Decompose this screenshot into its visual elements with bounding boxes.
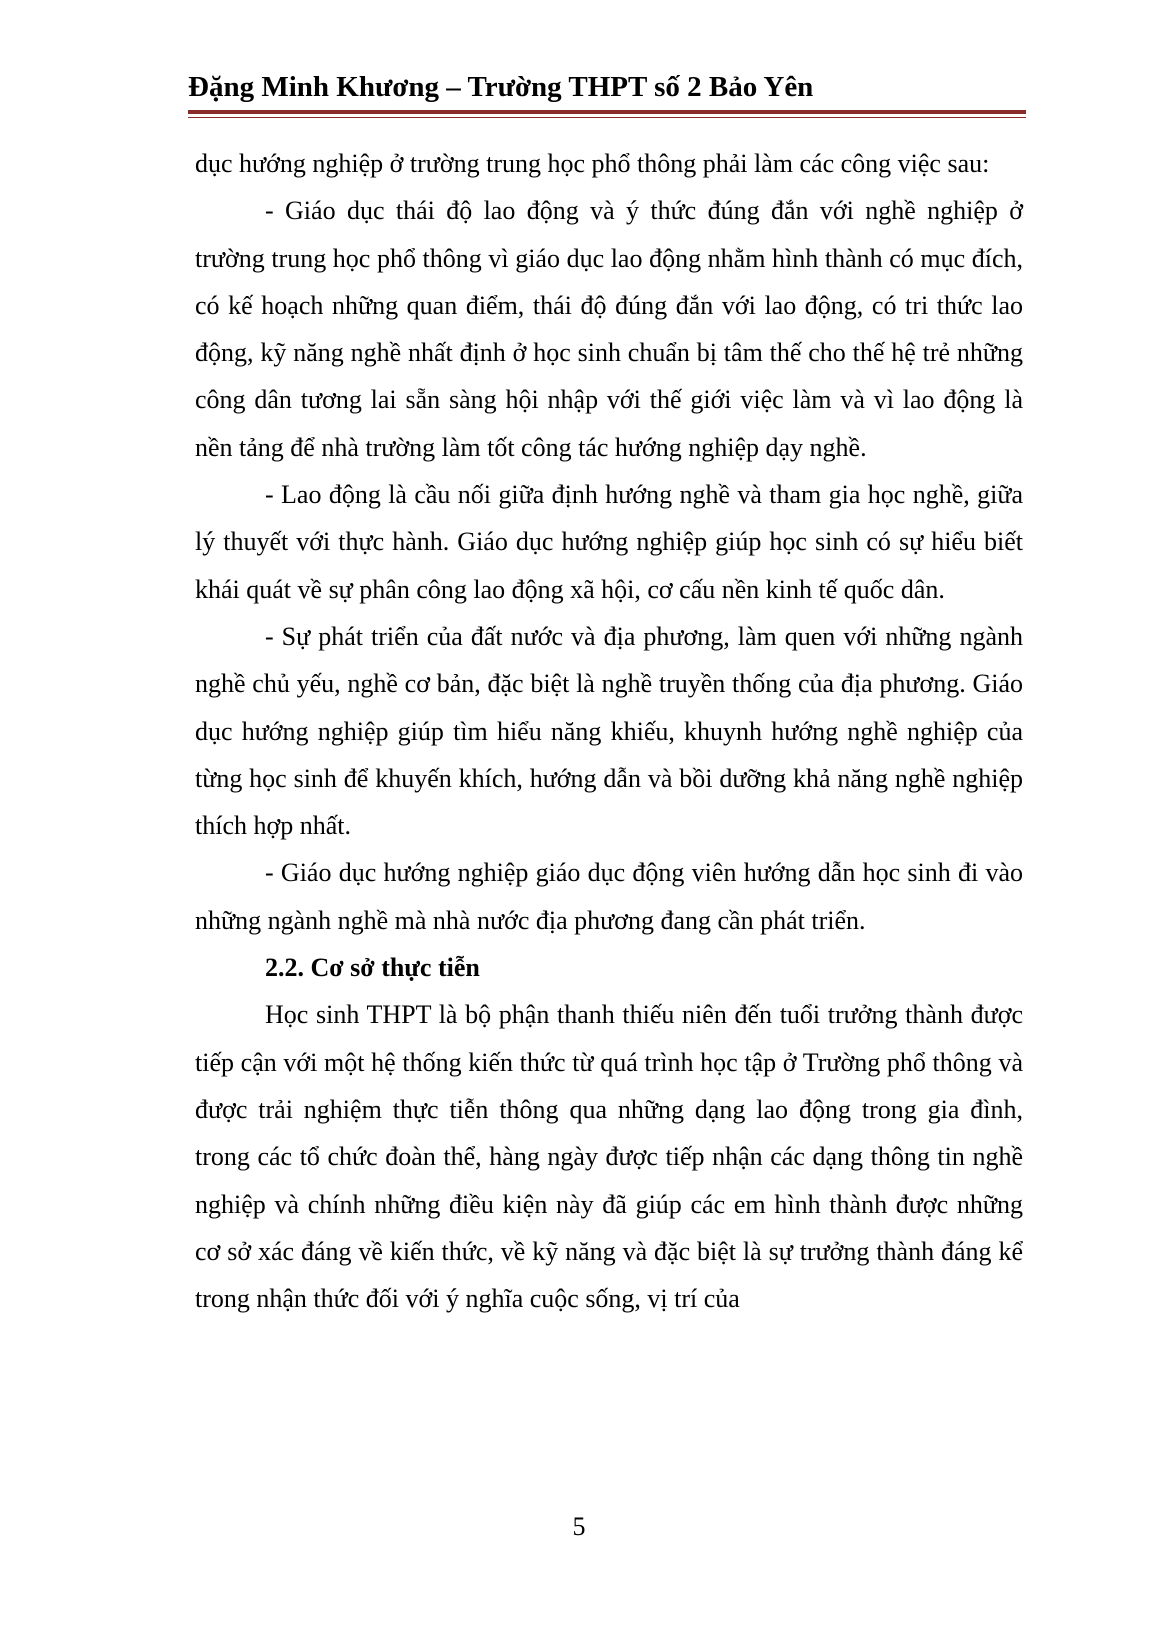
header-rule-thin bbox=[188, 117, 1026, 118]
header-title: Đặng Minh Khương – Trường THPT số 2 Bảo Yên bbox=[188, 71, 814, 103]
document-body bbox=[195, 140, 1023, 1322]
page-number: 5 bbox=[572, 1512, 586, 1541]
paragraph-continuation: dục hướng nghiệp ở trường trung học phổ thông phải làm các công việc sau: bbox=[195, 149, 990, 178]
header-rule-thick bbox=[188, 110, 1026, 114]
paragraph-bullet-1: - Giáo dục thái độ lao động và ý thức đúng đắn với nghề nghiệp ở trường trung học phổ thông vì giáo dục lao động nhằm hình thành có mục đích, có kế hoạch những quan điểm, thái độ đúng đắn với lao động, có tri thức lao động, kỹ năng nghề nhất định ở học sinh chuẩn bị tâm thế cho thế hệ trẻ những công dân tương lai sẵn sàng hội nhập với thế giới việc làm và vì lao động là nền tảng để nhà trường làm tốt công tác hướng nghiệp dạy nghề. bbox=[195, 196, 1023, 462]
section-paragraph: Học sinh THPT là bộ phận thanh thiếu niên đến tuổi trưởng thành được tiếp cận với một hệ thống kiến thức từ quá trình học tập ở Trường phổ thông và được trải nghiệm thực tiễn thông qua những dạng lao động trong gia đình, trong các tổ chức đoàn thể, hàng ngày được tiếp nhận các dạng thông tin nghề nghiệp và chính những điều kiện này đã giúp các em hình thành được những cơ sở xác đáng về kiến thức, về kỹ năng và đặc biệt là sự trưởng thành đáng kể trong nhận thức đối với ý nghĩa cuộc sống, vị trí của bbox=[195, 1000, 1023, 1314]
paragraph-bullet-2: - Lao động là cầu nối giữa định hướng nghề và tham gia học nghề, giữa lý thuyết với thực hành. Giáo dục hướng nghiệp giúp học sinh có sự hiểu biết khái quát về sự phân công lao động xã hội, cơ cấu nền kinh tế quốc dân. bbox=[195, 480, 1023, 604]
section-heading: 2.2. Cơ sở thực tiễn bbox=[265, 953, 480, 983]
paragraph-bullet-3: - Sự phát triển của đất nước và địa phương, làm quen với những ngành nghề chủ yếu, nghề cơ bản, đặc biệt là nghề truyền thống của địa phương. Giáo dục hướng nghiệp giúp tìm hiểu năng khiếu, khuynh hướng nghề nghiệp của từng học sinh để khuyến khích, hướng dẫn và bồi dưỡng khả năng nghề nghiệp thích hợp nhất. bbox=[195, 621, 1023, 841]
paragraph-bullet-4: - Giáo dục hướng nghiệp giáo dục động viên hướng dẫn học sinh đi vào những ngành nghề mà nhà nước địa phương đang cần phát triển. bbox=[195, 858, 1023, 935]
page-header bbox=[188, 70, 1026, 104]
